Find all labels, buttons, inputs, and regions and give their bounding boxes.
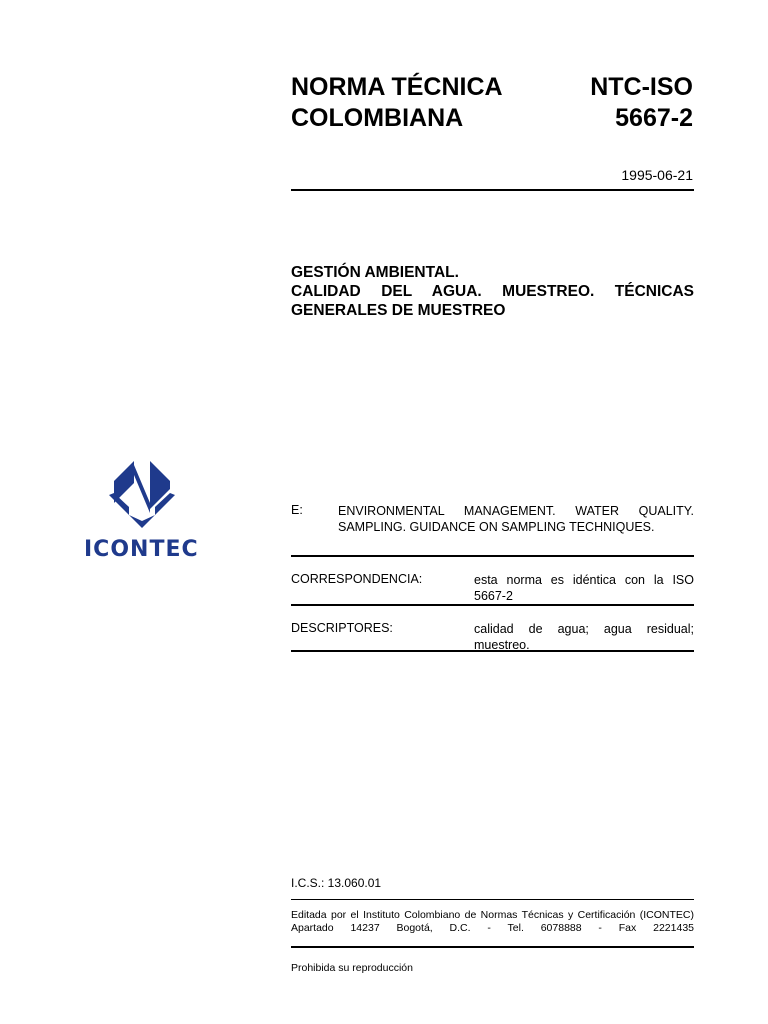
title-line-2: COLOMBIANA — [291, 104, 464, 132]
icontec-logo — [84, 455, 200, 562]
publisher-line-2: Apartado 14237 Bogotá, D.C. - Tel. 6078888 - Fax 2221435 — [291, 922, 694, 934]
correspondencia-line-1: esta norma es idéntica con la ISO — [474, 573, 694, 587]
descriptores-value — [474, 621, 694, 653]
english-line-2: SAMPLING. GUIDANCE ON SAMPLING TECHNIQUES. — [338, 520, 655, 534]
ics-divider — [291, 899, 694, 900]
correspondencia-line-2: 5667-2 — [474, 589, 513, 603]
correspondencia-divider — [291, 604, 694, 606]
descriptores-line-2: muestreo. — [474, 638, 530, 652]
correspondencia-label: CORRESPONDENCIA: — [291, 572, 423, 586]
publication-date: 1995-06-21 — [621, 167, 693, 183]
publisher-info — [291, 909, 694, 935]
english-title — [338, 503, 694, 535]
ics-code: I.C.S.: 13.060.01 — [291, 876, 382, 890]
english-label: E: — [291, 503, 303, 517]
publisher-line-1: Editada por el Instituto Colombiano de Normas Técnicas y Certificación (ICONTEC) — [291, 909, 694, 921]
header-divider — [291, 189, 694, 191]
subject-line-3: GENERALES DE MUESTREO — [291, 302, 506, 319]
code-line-2: 5667-2 — [615, 104, 693, 132]
subject-line-1: GESTIÓN AMBIENTAL. — [291, 264, 459, 281]
footer-divider — [291, 946, 694, 948]
code-line-1: NTC-ISO — [590, 73, 693, 101]
english-divider — [291, 555, 694, 557]
subject-title — [291, 263, 694, 320]
descriptores-label: DESCRIPTORES: — [291, 621, 393, 635]
descriptores-line-1: calidad de agua; agua residual; — [474, 622, 694, 636]
reproduction-notice: Prohibida su reproducción — [291, 962, 413, 974]
descriptores-divider — [291, 650, 694, 652]
standard-code — [590, 72, 693, 134]
icontec-wordmark: ICONTEC — [84, 537, 199, 562]
subject-line-2: CALIDAD DEL AGUA. MUESTREO. TÉCNICAS — [291, 283, 694, 300]
english-line-1: ENVIRONMENTAL MANAGEMENT. WATER QUALITY. — [338, 504, 694, 518]
document-title — [291, 72, 503, 134]
correspondencia-value — [474, 572, 694, 604]
title-line-1: NORMA TÉCNICA — [291, 73, 503, 101]
icontec-emblem-icon — [84, 455, 200, 535]
